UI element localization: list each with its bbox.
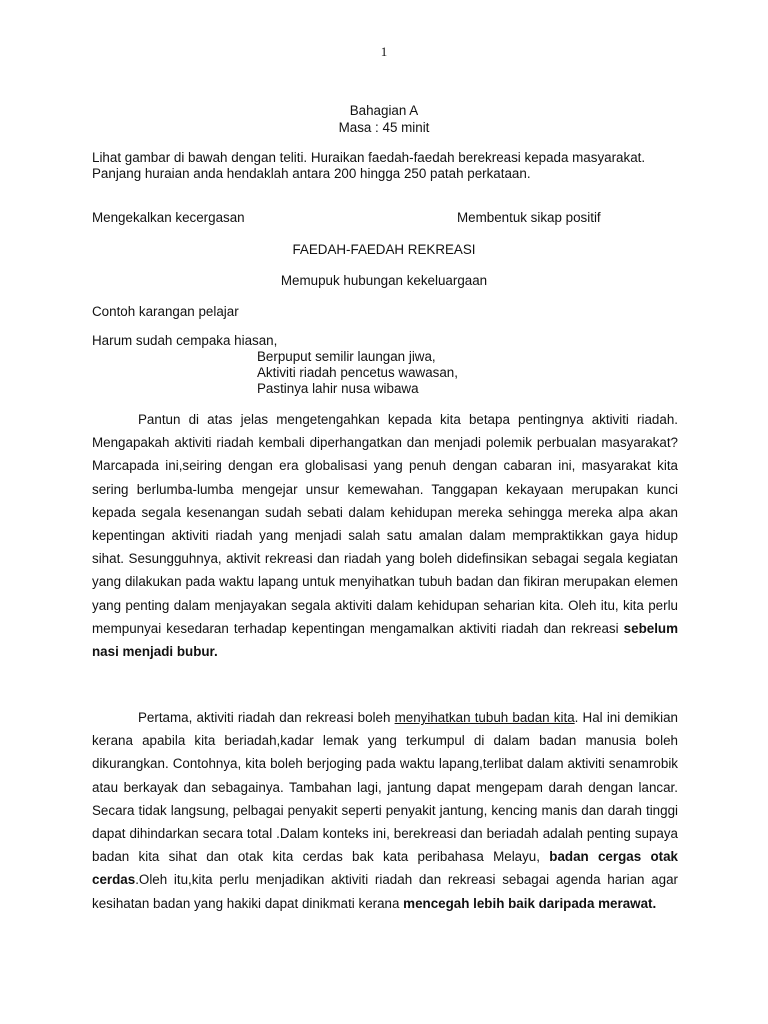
diagram-label-positive-attitude: Membentuk sikap positif (457, 210, 601, 225)
pantun-line: Berpuput semilir laungan jiwa, (257, 349, 436, 364)
page-number: 1 (380, 44, 388, 59)
paragraph-bold-phrase: sebelum nasi menjadi bubur. (92, 620, 678, 660)
paragraph-bold-phrase: badan cergas otak cerdas (92, 849, 678, 888)
diagram-label-family: Memupuk hubungan kekeluargaan (280, 273, 488, 288)
diagram-center-title: FAEDAH-FAEDAH REKREASI (292, 242, 476, 257)
pantun-line: Aktiviti riadah pencetus wawasan, (257, 365, 458, 380)
essay-paragraph-intro (92, 408, 678, 663)
paragraph-text: Pertama, aktiviti riadah dan rekreasi boleh (138, 710, 395, 725)
pantun-line: Harum sudah cempaka hiasan, (92, 333, 278, 348)
pantun-line: Pastinya lahir nusa wibawa (257, 381, 419, 396)
essay-paragraph-first-point (92, 706, 678, 915)
diagram-label-fitness: Mengekalkan kecergasan (92, 210, 245, 225)
question-instructions: Lihat gambar di bawah dengan teliti. Huraikan faedah-faedah berekreasi kepada masyarakat. Panjang huraian anda hendaklah antara 200 hingga 250 patah perkataan. (92, 150, 646, 181)
time-allowed: Masa : 45 minit (338, 120, 430, 135)
paragraph-text: Pantun di atas jelas mengetengahkan kepada kita betapa pentingnya aktiviti riadah. Mengapakah aktiviti riadah kembali diperhangatkan dan menjadi polemik perbualan masyarakat? Marcapada ini,seiring dengan era globalisasi yang penuh dengan cabaran ini, masyarakat kita sering berlumba-lumba mengejar unsur kemewahan. Tanggapan kekayaan merupakan kunci kepada segala kesenangan sudah sebati dalam kehidupan mereka sehingga mereka alpa akan kepentingan aktiviti riadah yang menjadi salah satu amalan dalam mempraktikkan gaya hidup sihat. Sesungguhnya, aktivit rekreasi dan riadah yang boleh didefinsikan sebagai segala kegiatan yang dilakukan pada waktu lapang untuk menyihatkan tubuh badan dan fikiran merupakan elemen yang penting dalam menjayakan segala aktiviti dalam kehidupan seharian kita. Oleh itu, kita perlu mempunyai kesedaran terhadap kepentingan mengamalkan aktiviti riadah dan rekreasi (92, 412, 678, 636)
paragraph-bold-phrase: mencegah lebih baik daripada merawat. (403, 895, 657, 911)
paragraph-underlined-phrase: menyihatkan tubuh badan kita (394, 710, 575, 725)
sample-essay-heading: Contoh karangan pelajar (92, 304, 239, 319)
paragraph-text: .Oleh itu,kita perlu menjadikan aktiviti riadah dan rekreasi sebagai agenda harian agar kesihatan badan yang hakiki dapat dinikmati kerana (92, 872, 678, 911)
section-heading: Bahagian A (349, 103, 419, 118)
paragraph-text: . Hal ini demikian kerana apabila kita beriadah,kadar lemak yang terkumpul di dalam badan manusia boleh dikurangkan. Contohnya, kita boleh berjoging pada waktu lapang,terlibat dalam aktiviti senamrobik atau berkayak dan sebagainya. Tambahan lagi, jantung dapat mengepam darah dengan lancar. Secara tidak langsung, pelbagai penyakit seperti penyakit jantung, kencing manis dan darah tinggi dapat dihindarkan secara total .Dalam konteks ini, berekreasi dan beriadah adalah penting supaya badan kita sihat dan otak kita cerdas bak kata peribahasa Melayu, (92, 710, 679, 865)
